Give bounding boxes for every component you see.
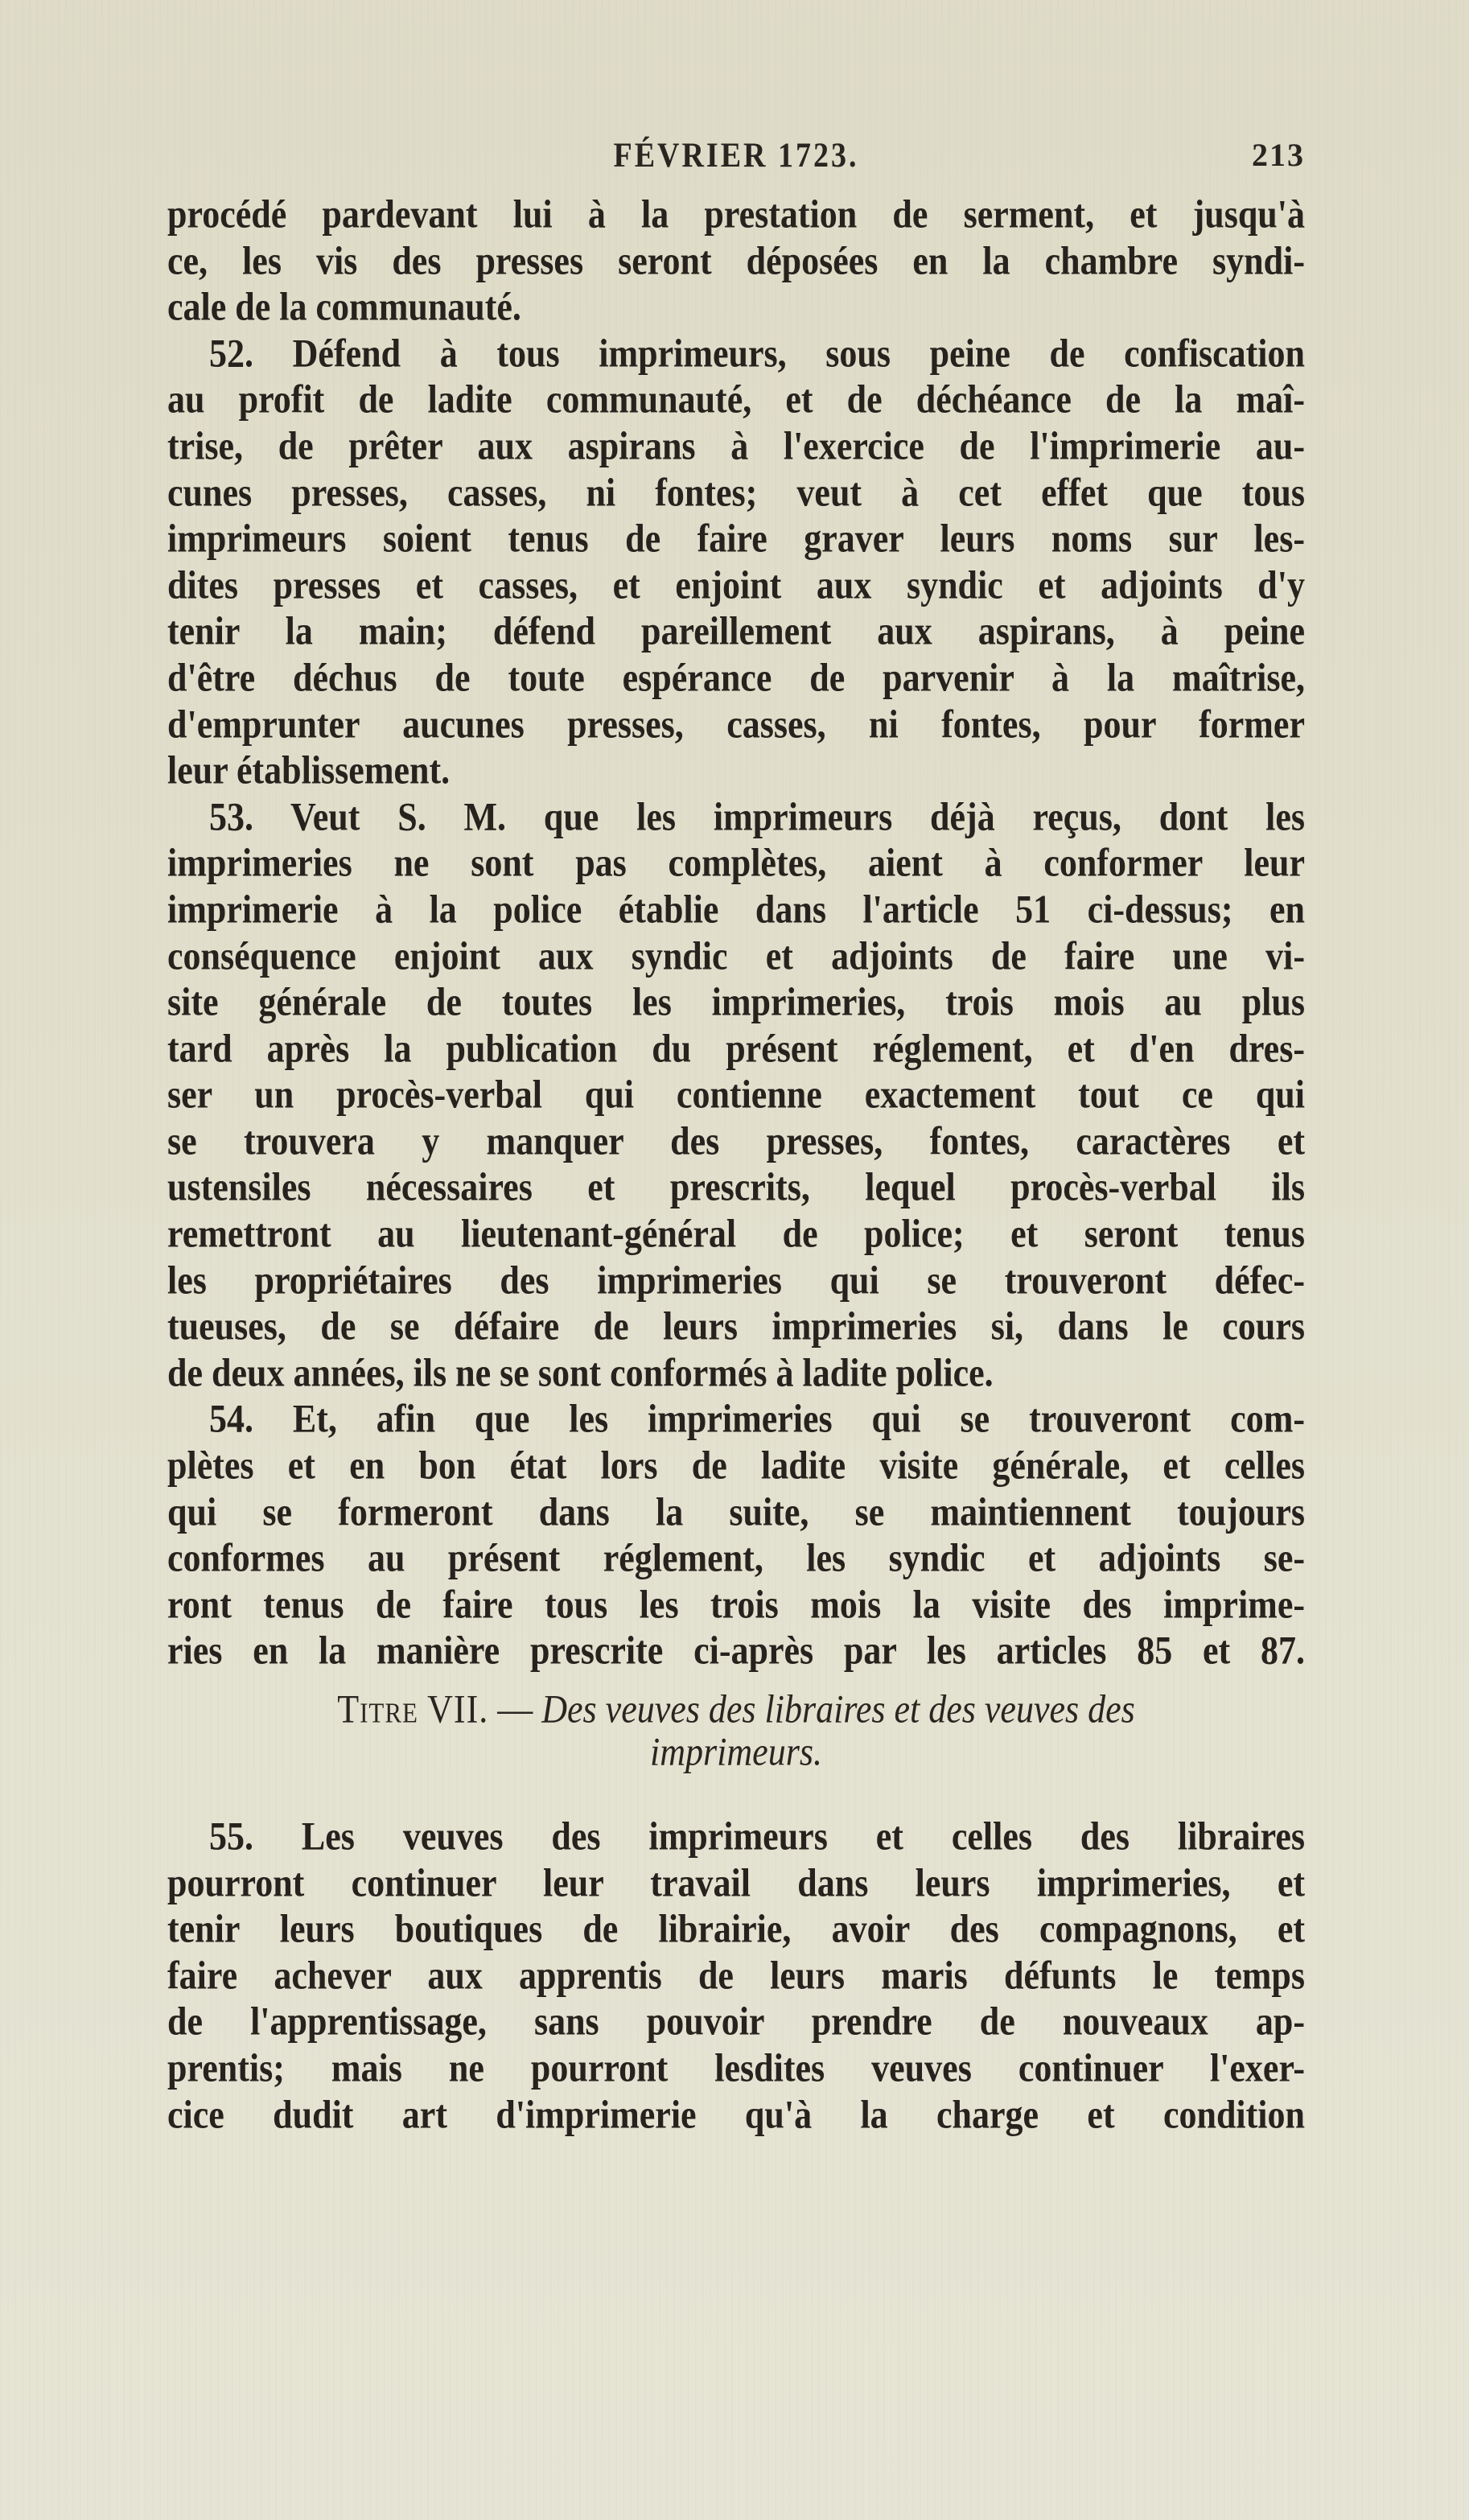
text-line: de deux années, ils ne se sont conformés à ladite police.: [167, 1350, 994, 1395]
text-line: leur établissement.: [167, 748, 451, 793]
text-line: tenir la main; défend pareillement aux aspirans, à peine: [167, 609, 1305, 654]
paragraph-article-55: [167, 1814, 1305, 2138]
section-title-line-2: [167, 1727, 1305, 1779]
text-line: dites presses et casses, et enjoint aux syndic et adjoints d'y: [167, 562, 1305, 607]
running-head: [167, 131, 1305, 179]
text-line: pourront continuer leur travail dans leurs imprimeries, et: [167, 1860, 1305, 1905]
section-title: [167, 1674, 1305, 1791]
text-line: d'emprunter aucunes presses, casses, ni fontes, pour former: [167, 702, 1305, 747]
text-line: ser un procès-verbal qui contienne exactement tout ce qui: [167, 1073, 1305, 1118]
text-line: tard après la publication du présent réglement, et d'en dres-: [167, 1026, 1305, 1071]
paragraph-article-54: [167, 1396, 1305, 1674]
text-line: imprimerie à la police établie dans l'article 51 ci-dessus; en: [167, 887, 1305, 932]
paragraph-article-53: [167, 794, 1305, 1397]
text-line: procédé pardevant lui à la prestation de serment, et jusqu'à: [167, 192, 1305, 237]
section-title-text: Des veuves des libraires et des veuves des: [541, 1687, 1135, 1731]
text-line: 55. Les veuves des imprimeurs et celles des libraires: [209, 1814, 1305, 1859]
text-line: ries en la manière prescrite ci-après par les articles 85 et 87.: [167, 1629, 1305, 1674]
text-line: cunes presses, casses, ni fontes; veut à cet effet que tous: [167, 470, 1305, 515]
text-line: trise, de prêter aux aspirans à l'exercice de l'imprimerie au-: [167, 423, 1305, 468]
text-line: conformes au présent réglement, les syndic et adjoints se-: [167, 1536, 1305, 1581]
running-head-title: FÉVRIER 1723.: [613, 135, 859, 175]
text-line: imprimeries ne sont pas complètes, aient à conformer leur: [167, 841, 1305, 886]
text-line: prentis; mais ne pourront lesdites veuves continuer l'exer-: [167, 2045, 1305, 2090]
text-line: cale de la communauté.: [167, 285, 521, 330]
section-title-text-cont: imprimeurs.: [650, 1730, 822, 1774]
paragraph-article-52: [167, 331, 1305, 794]
text-line: cice dudit art d'imprimerie qu'à la charge et condition: [167, 2092, 1305, 2137]
text-line: d'être déchus de toute espérance de parvenir à la maîtrise,: [167, 655, 1305, 700]
text-line: faire achever aux apprentis de leurs maris défunts le temps: [167, 1953, 1305, 1998]
text-line: remettront au lieutenant-général de police; et seront tenus: [167, 1212, 1305, 1256]
text-line: 54. Et, afin que les imprimeries qui se trouveront com-: [209, 1397, 1305, 1442]
text-line: ce, les vis des presses seront déposées en la chambre syndi-: [167, 238, 1305, 283]
text-line: de l'apprentissage, sans pouvoir prendre de nouveaux ap-: [167, 1999, 1305, 2044]
paragraph-continuation: [167, 191, 1305, 331]
text-line: les propriétaires des imprimeries qui se trouveront défec-: [167, 1258, 1305, 1303]
section-label: Titre VII.: [337, 1687, 489, 1731]
text-line: qui se formeront dans la suite, se maintiennent toujours: [167, 1489, 1305, 1534]
text-line: conséquence enjoint aux syndic et adjoints de faire une vi-: [167, 933, 1305, 978]
text-line: se trouvera y manquer des presses, fontes, caractères et: [167, 1118, 1305, 1163]
text-line: 53. Veut S. M. que les imprimeurs déjà reçus, dont les: [209, 794, 1305, 839]
text-line: 52. Défend à tous imprimeurs, sous peine de confiscation: [209, 331, 1305, 376]
text-line: imprimeurs soient tenus de faire graver leurs noms sur les-: [167, 517, 1305, 562]
page-number: 213: [1252, 137, 1305, 173]
text-line: ront tenus de faire tous les trois mois la visite des imprime-: [167, 1582, 1305, 1627]
body-text: [167, 191, 1305, 2138]
text-line: site générale de toutes les imprimeries, trois mois au plus: [167, 980, 1305, 1024]
text-line: tueuses, de se défaire de leurs imprimeries si, dans le cours: [167, 1304, 1305, 1349]
em-dash: —: [488, 1687, 542, 1731]
text-line: plètes et en bon état lors de ladite visite générale, et celles: [167, 1443, 1305, 1488]
text-line: au profit de ladite communauté, et de déchéance de la maî-: [167, 377, 1305, 422]
text-line: ustensiles nécessaires et prescrits, lequel procès-verbal ils: [167, 1165, 1305, 1210]
text-line: tenir leurs boutiques de librairie, avoir des compagnons, et: [167, 1907, 1305, 1952]
